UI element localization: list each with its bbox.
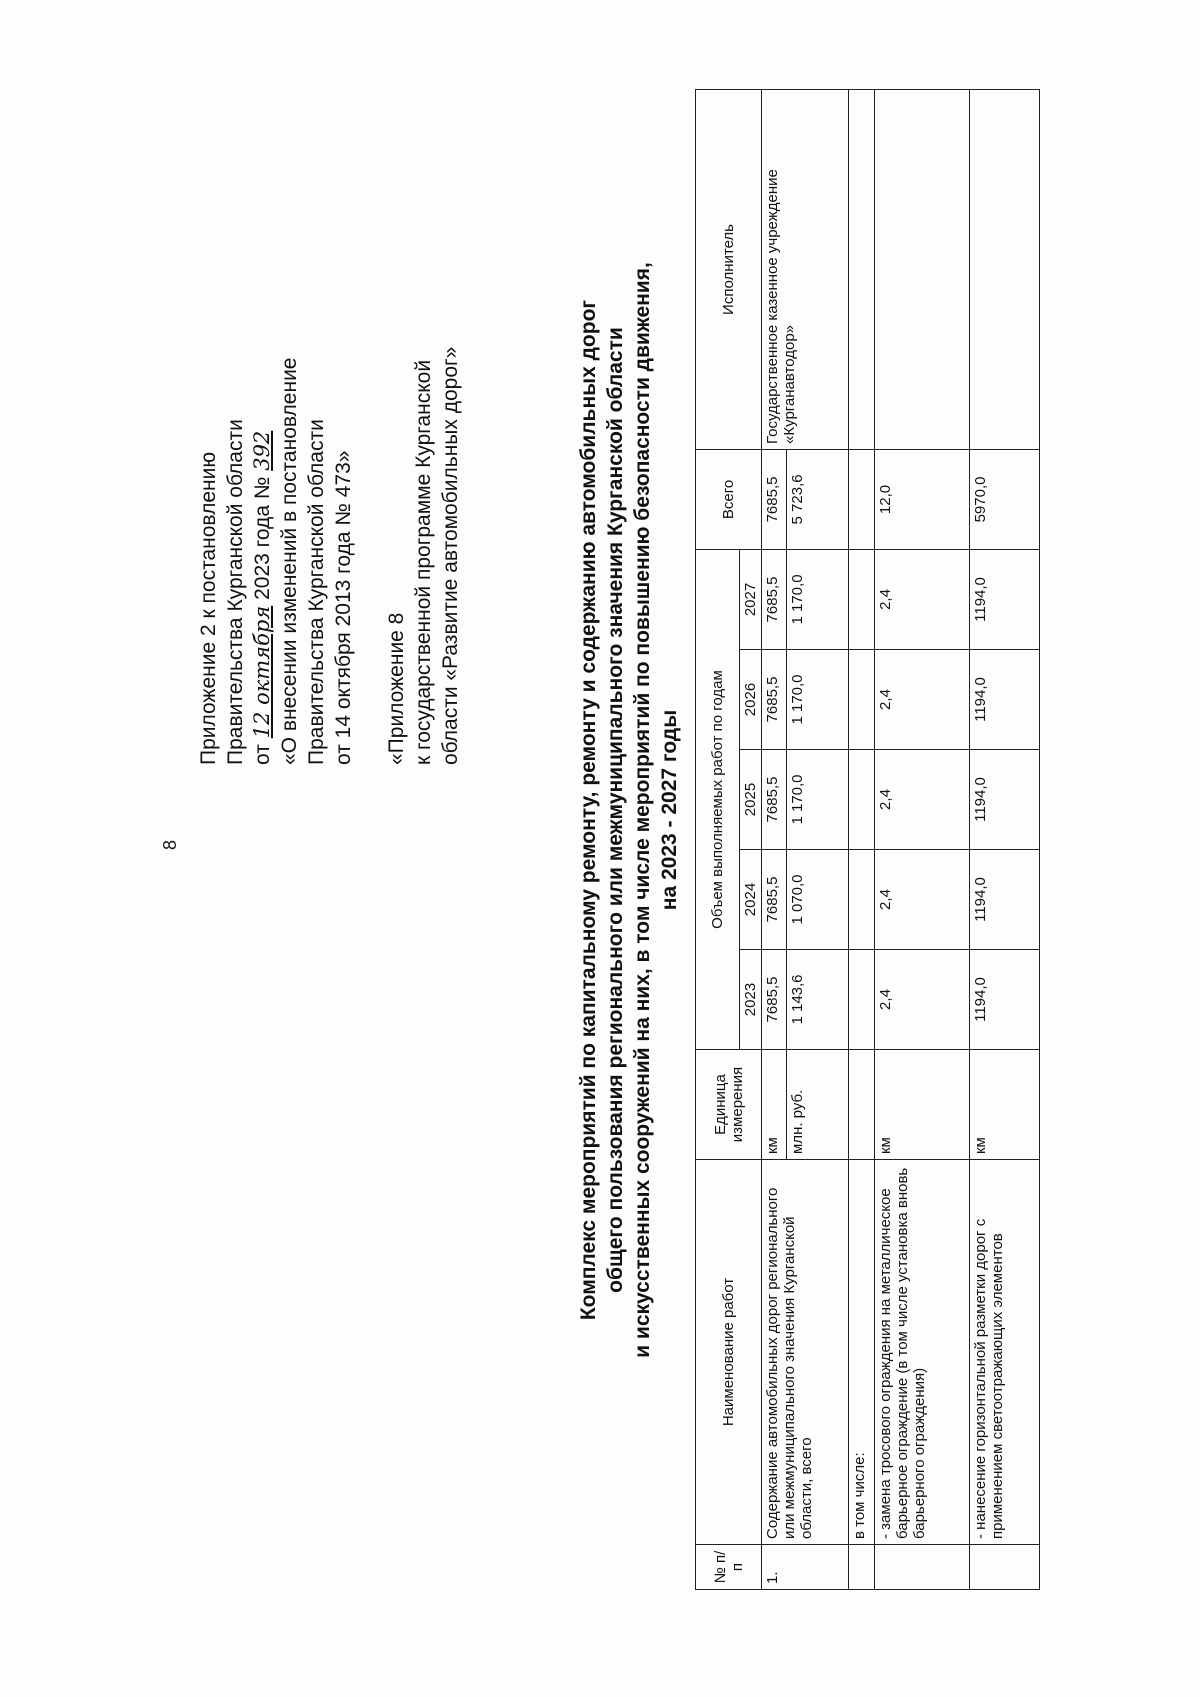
row-name: Содержание автомобильных дорог регионального или межмуниципального значения Курганской области, всего [762, 1160, 849, 1545]
row-unit: км [875, 1050, 970, 1160]
row-name: - замена тросового ограждения на металлическое барьерное ограждение (в том числе установка вновь барьерного ограждения) [875, 1160, 970, 1545]
row-unit: км [970, 1050, 1040, 1160]
row-value: 2,4 [875, 750, 970, 850]
row-value: 1 143,6 [787, 950, 849, 1050]
header-total: Всего [696, 449, 762, 549]
row-total: 5 723,6 [787, 449, 849, 549]
row-value [849, 950, 875, 1050]
title-line-3: и искусственных сооружений на них, в том числе мероприятий по повышению безопасности движения, [631, 262, 654, 1358]
row-unit: км [762, 1050, 787, 1160]
row-value: 2,4 [875, 650, 970, 750]
row-total: 5970,0 [970, 449, 1040, 549]
table-row [762, 89, 787, 1589]
row-value: 1 170,0 [787, 650, 849, 750]
row-value: 7685,5 [762, 750, 787, 850]
handwritten-date: 12 октября [250, 605, 274, 739]
row-unit: млн. руб. [787, 1050, 849, 1160]
row-value [849, 549, 875, 649]
row-total: 12,0 [875, 449, 970, 549]
appendix-8-line-2: к государственной программе Курганской [412, 359, 435, 765]
table-row [970, 89, 1040, 1589]
header-executor: Исполнитель [696, 89, 762, 449]
row-value: 1194,0 [970, 750, 1040, 850]
header-num: № п/п [696, 1545, 762, 1590]
table-header-row [696, 89, 740, 1589]
header-volume: Объем выполняемых работ по годам [696, 549, 740, 1049]
row-value: 1 070,0 [787, 850, 849, 950]
document-title [575, 120, 683, 1500]
title-line-4: на 2023 - 2027 годы [658, 709, 681, 911]
header-name: Наименование работ [696, 1160, 762, 1545]
header-year: 2027 [740, 549, 762, 649]
appendix-2-line-6: от 14 октября 2013 года № 473» [332, 450, 355, 765]
row-value: 7685,5 [762, 950, 787, 1050]
row-value: 1194,0 [970, 650, 1040, 750]
appendix-8-line-1: «Приложение 8 [385, 612, 408, 765]
works-table [695, 89, 1040, 1590]
appendix-2-line-2: Правительства Курганской области [224, 419, 247, 765]
appendix-2-line-1: Приложение 2 к постановлению [197, 451, 220, 765]
page-number: 8 [160, 839, 180, 850]
row-value: 1 170,0 [787, 549, 849, 649]
row-total: 7685,5 [762, 449, 787, 549]
appendix-8-line-3: области «Развитие автомобильных дорог» [439, 346, 462, 765]
row-executor [970, 89, 1040, 449]
row-value: 1 170,0 [787, 750, 849, 850]
row-value [849, 850, 875, 950]
row-name: - нанесение горизонтальной разметки дорог с применением светоотражающих элементов [970, 1160, 1040, 1545]
row-total [849, 449, 875, 549]
row-unit [849, 1050, 875, 1160]
header-year: 2024 [740, 850, 762, 950]
landscape-page-content [90, 90, 1130, 1590]
row-number [970, 1545, 1040, 1590]
row-number [875, 1545, 970, 1590]
row-value: 1194,0 [970, 850, 1040, 950]
row-executor [849, 89, 875, 449]
appendix-header [195, 115, 464, 765]
handwritten-number: 392 [250, 430, 274, 471]
appendix-spacer [357, 115, 383, 765]
table-row [849, 89, 875, 1589]
appendix-2-line-3 [249, 115, 276, 765]
header-unit: Единица измерения [696, 1050, 762, 1160]
row-value: 1194,0 [970, 950, 1040, 1050]
header-year: 2026 [740, 650, 762, 750]
title-line-2: общего пользования регионального или межмуниципального значения Курганской области [604, 327, 627, 1293]
appendix-2-date-prefix: от [251, 744, 274, 765]
row-executor [875, 89, 970, 449]
row-value: 2,4 [875, 549, 970, 649]
appendix-2-line-4: «О внесении изменений в постановление [278, 357, 301, 765]
row-number [849, 1545, 875, 1590]
row-value: 1194,0 [970, 549, 1040, 649]
row-value: 7685,5 [762, 650, 787, 750]
row-value [849, 650, 875, 750]
row-value: 7685,5 [762, 549, 787, 649]
row-value: 7685,5 [762, 850, 787, 950]
title-line-1: Комплекс мероприятий по капитальному ремонту, ремонту и содержанию автомобильных дорог [577, 299, 600, 1321]
header-year: 2025 [740, 750, 762, 850]
row-value: 2,4 [875, 950, 970, 1050]
appendix-2-year-label: 2023 года № [251, 476, 274, 600]
row-number: 1. [762, 1545, 849, 1590]
row-executor: Государственное казенное учреждение «Курганавтодор» [762, 89, 849, 449]
row-name: в том числе: [849, 1160, 875, 1545]
appendix-2-line-5: Правительства Курганской области [305, 419, 328, 765]
header-year: 2023 [740, 950, 762, 1050]
row-value: 2,4 [875, 850, 970, 950]
table-row [875, 89, 970, 1589]
row-value [849, 750, 875, 850]
